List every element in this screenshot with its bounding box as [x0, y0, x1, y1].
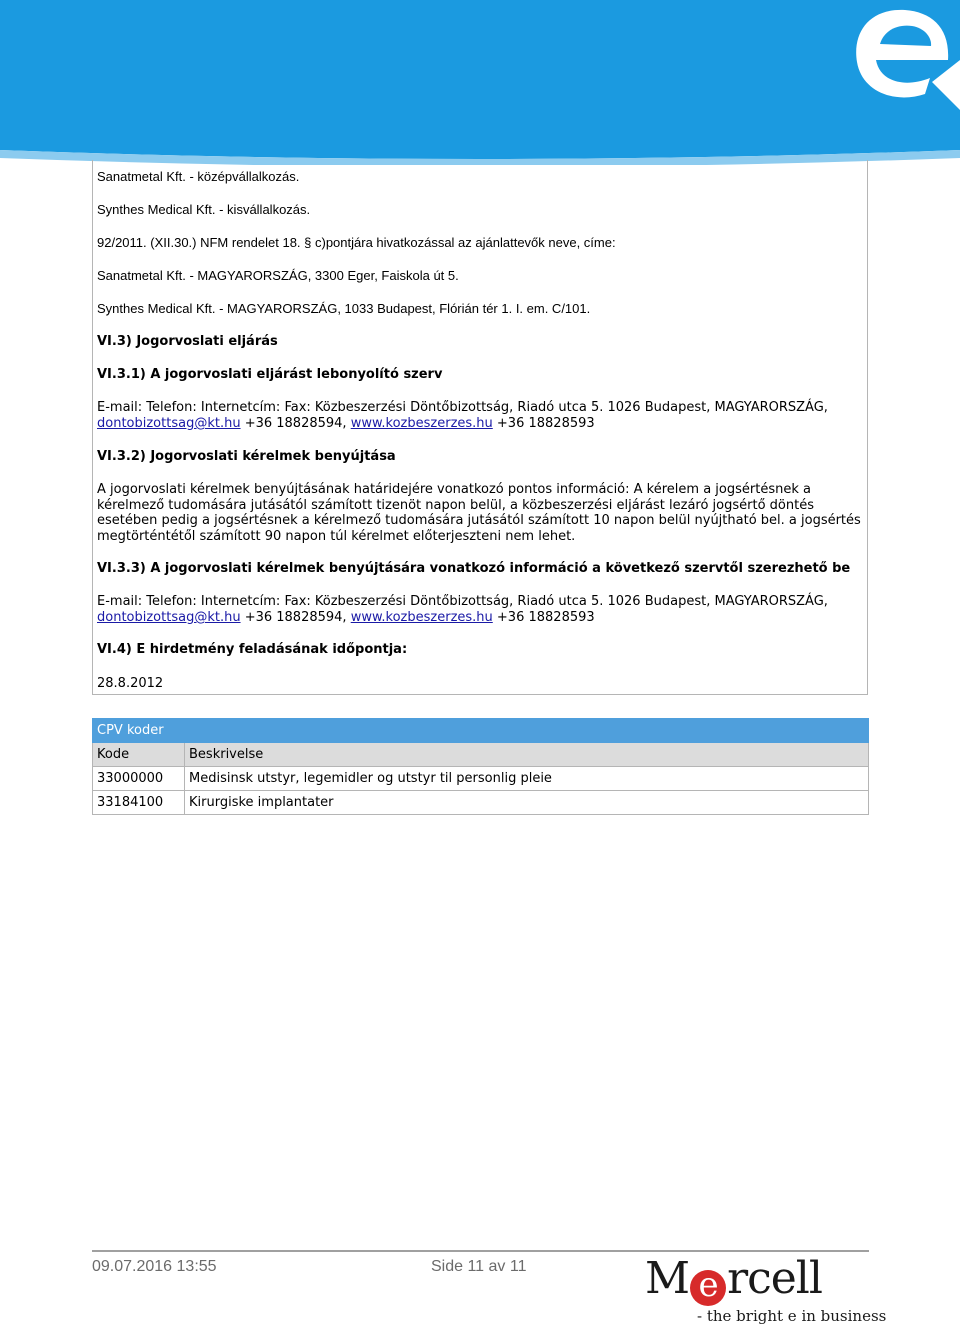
body-line-1: Sanatmetal Kft. - középvállalkozás. [97, 169, 300, 184]
heading-vi31: VI.3.1) A jogorvoslati eljárást lebonyolító szerv [97, 367, 443, 382]
heading-vi32: VI.3.2) Jogorvoslati kérelmek benyújtása [97, 449, 396, 464]
contact1-phone2: +36 18828593 [492, 416, 595, 431]
cpv-description-cell: Medisinsk utstyr, legemidler og utstyr til personlig pleie [185, 767, 869, 791]
table-row [93, 767, 869, 791]
logo-e-icon: e [690, 1270, 726, 1306]
cpv-code-cell: 33000000 [93, 767, 185, 791]
header-graphic [0, 0, 960, 165]
cpv-code-cell: 33184100 [93, 791, 185, 815]
cpv-table [92, 718, 869, 815]
contact2-phone1: +36 18828594, [240, 610, 351, 625]
footer-date: 09.07.2016 13:55 [92, 1258, 217, 1275]
logo-wordmark: M e rcell [645, 1253, 822, 1305]
contact1-web-link[interactable]: www.kozbeszerzes.hu [350, 416, 493, 431]
publication-date: 28.8.2012 [97, 676, 164, 691]
cpv-title: CPV koder [93, 719, 869, 743]
header-banner [0, 0, 960, 165]
cpv-col-code: Kode [93, 743, 185, 767]
cpv-col-description: Beskrivelse [185, 743, 869, 767]
heading-vi3: VI.3) Jogorvoslati eljárás [97, 334, 278, 349]
paragraph-vi32: A jogorvoslati kérelmek benyújtásának határidejére vonatkozó pontos információ: A kérelem a jogsértésnek a kérelmező tudomására jutásától számított tizenöt napon belül, a közbeszerzési eljárást lezáró jogsértő döntés esetében pedig a jogsértésnek a kérelmező tudomására jutásától számított 10 napon belül nyújtható bel. a jogsértés megtörténtétől számított 90 napon túl kérelmet előterjeszteni nem lehet. [97, 482, 861, 544]
body-line-3: 92/2011. (XII.30.) NFM rendelet 18. § c)pontjára hivatkozással az ajánlattevők neve, címe: [97, 235, 616, 250]
heading-vi4: VI.4) E hirdetmény feladásának időpontja: [97, 642, 408, 657]
contact2-email-link[interactable]: dontobizottsag@kt.hu [97, 610, 241, 625]
table-row [93, 791, 869, 815]
marcell-logo [645, 1253, 887, 1327]
body-line-2: Synthes Medical Kft. - kisvállalkozás. [97, 202, 311, 217]
cpv-title-row [93, 719, 869, 743]
contact1-phone1: +36 18828594, [240, 416, 351, 431]
heading-vi33: VI.3.3) A jogorvoslati kérelmek benyújtására vonatkozó információ a következő szervtől szerezhető be [97, 561, 851, 576]
contact1-email-link[interactable]: dontobizottsag@kt.hu [97, 416, 241, 431]
body-line-5: Synthes Medical Kft. - MAGYARORSZÁG, 1033 Budapest, Flórián tér 1. I. em. C/101. [97, 301, 591, 316]
cpv-header-row [93, 743, 869, 767]
footer-page-number: Side 11 av 11 [431, 1258, 527, 1275]
contact1-links [97, 416, 595, 432]
contact2-web-link[interactable]: www.kozbeszerzes.hu [350, 610, 493, 625]
contact2-line: E-mail: Telefon: Internetcím: Fax: Közbeszerzési Döntőbizottság, Riadó utca 5. 1026 Budapest, MAGYARORSZÁG, [97, 594, 828, 609]
body-line-4: Sanatmetal Kft. - MAGYARORSZÁG, 3300 Eger, Faiskola út 5. [97, 268, 459, 283]
contact2-links [97, 610, 595, 626]
contact2-phone2: +36 18828593 [492, 610, 595, 625]
cpv-description-cell: Kirurgiske implantater [185, 791, 869, 815]
footer-divider [92, 1250, 869, 1252]
logo-tagline: - the bright e in business [697, 1307, 887, 1325]
contact1-line: E-mail: Telefon: Internetcím: Fax: Közbeszerzési Döntőbizottság, Riadó utca 5. 1026 Budapest, MAGYARORSZÁG, [97, 400, 828, 415]
